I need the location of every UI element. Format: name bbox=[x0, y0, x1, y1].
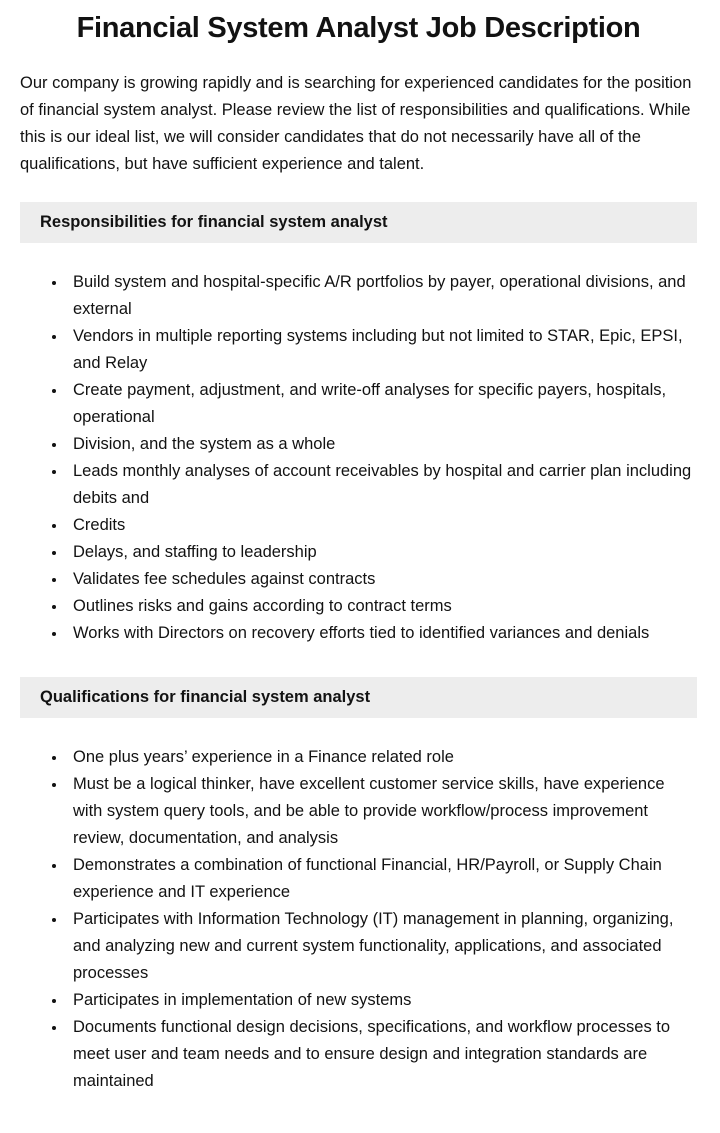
responsibilities-list bbox=[20, 269, 697, 647]
list-item: • Must be a logical thinker, have excellent customer service skills, have experience with system query tools, and be able to provide workflow/process improvement review, documentation, and analysis bbox=[67, 771, 697, 852]
list-item: • Validates fee schedules against contracts bbox=[67, 566, 697, 593]
list-item: • Delays, and staffing to leadership bbox=[67, 539, 697, 566]
list-item: • Works with Directors on recovery efforts tied to identified variances and denials bbox=[67, 620, 697, 647]
list-item: • Leads monthly analyses of account receivables by hospital and carrier plan including debits and bbox=[67, 458, 697, 512]
responsibilities-heading-text: Responsibilities for financial system analyst bbox=[40, 213, 388, 231]
qualifications-list bbox=[20, 744, 697, 1095]
intro-paragraph: Our company is growing rapidly and is searching for experienced candidates for the position of financial system analyst. Please review the list of responsibilities and qualifications. While this is our ideal list, we will consider candidates that do not necessarily have all of the qualifications, but have sufficient experience and talent. bbox=[20, 74, 692, 173]
page-title: Financial System Analyst Job Description bbox=[76, 12, 641, 44]
list-item: • Vendors in multiple reporting systems including but not limited to STAR, Epic, EPSI, and Relay bbox=[67, 323, 697, 377]
list-item: • Participates with Information Technology (IT) management in planning, organizing, and analyzing new and current system functionality, applications, and associated processes bbox=[67, 906, 697, 987]
list-item: • Credits bbox=[67, 512, 697, 539]
list-item: • Division, and the system as a whole bbox=[67, 431, 697, 458]
list-item: • Build system and hospital-specific A/R portfolios by payer, operational divisions, and external bbox=[67, 269, 697, 323]
list-item: • Documents functional design decisions, specifications, and workflow processes to meet user and team needs and to ensure design and integration standards are maintained bbox=[67, 1014, 697, 1095]
list-item: • One plus years’ experience in a Finance related role bbox=[67, 744, 697, 771]
list-item: • Demonstrates a combination of functional Financial, HR/Payroll, or Supply Chain experience and IT experience bbox=[67, 852, 697, 906]
list-item: • Participates in implementation of new systems bbox=[67, 987, 697, 1014]
list-item: • Outlines risks and gains according to contract terms bbox=[67, 593, 697, 620]
qualifications-section-header bbox=[20, 677, 697, 718]
responsibilities-section-header bbox=[20, 202, 697, 243]
qualifications-heading-text: Qualifications for financial system analyst bbox=[40, 688, 371, 706]
list-item: • Create payment, adjustment, and write-off analyses for specific payers, hospitals, operational bbox=[67, 377, 697, 431]
